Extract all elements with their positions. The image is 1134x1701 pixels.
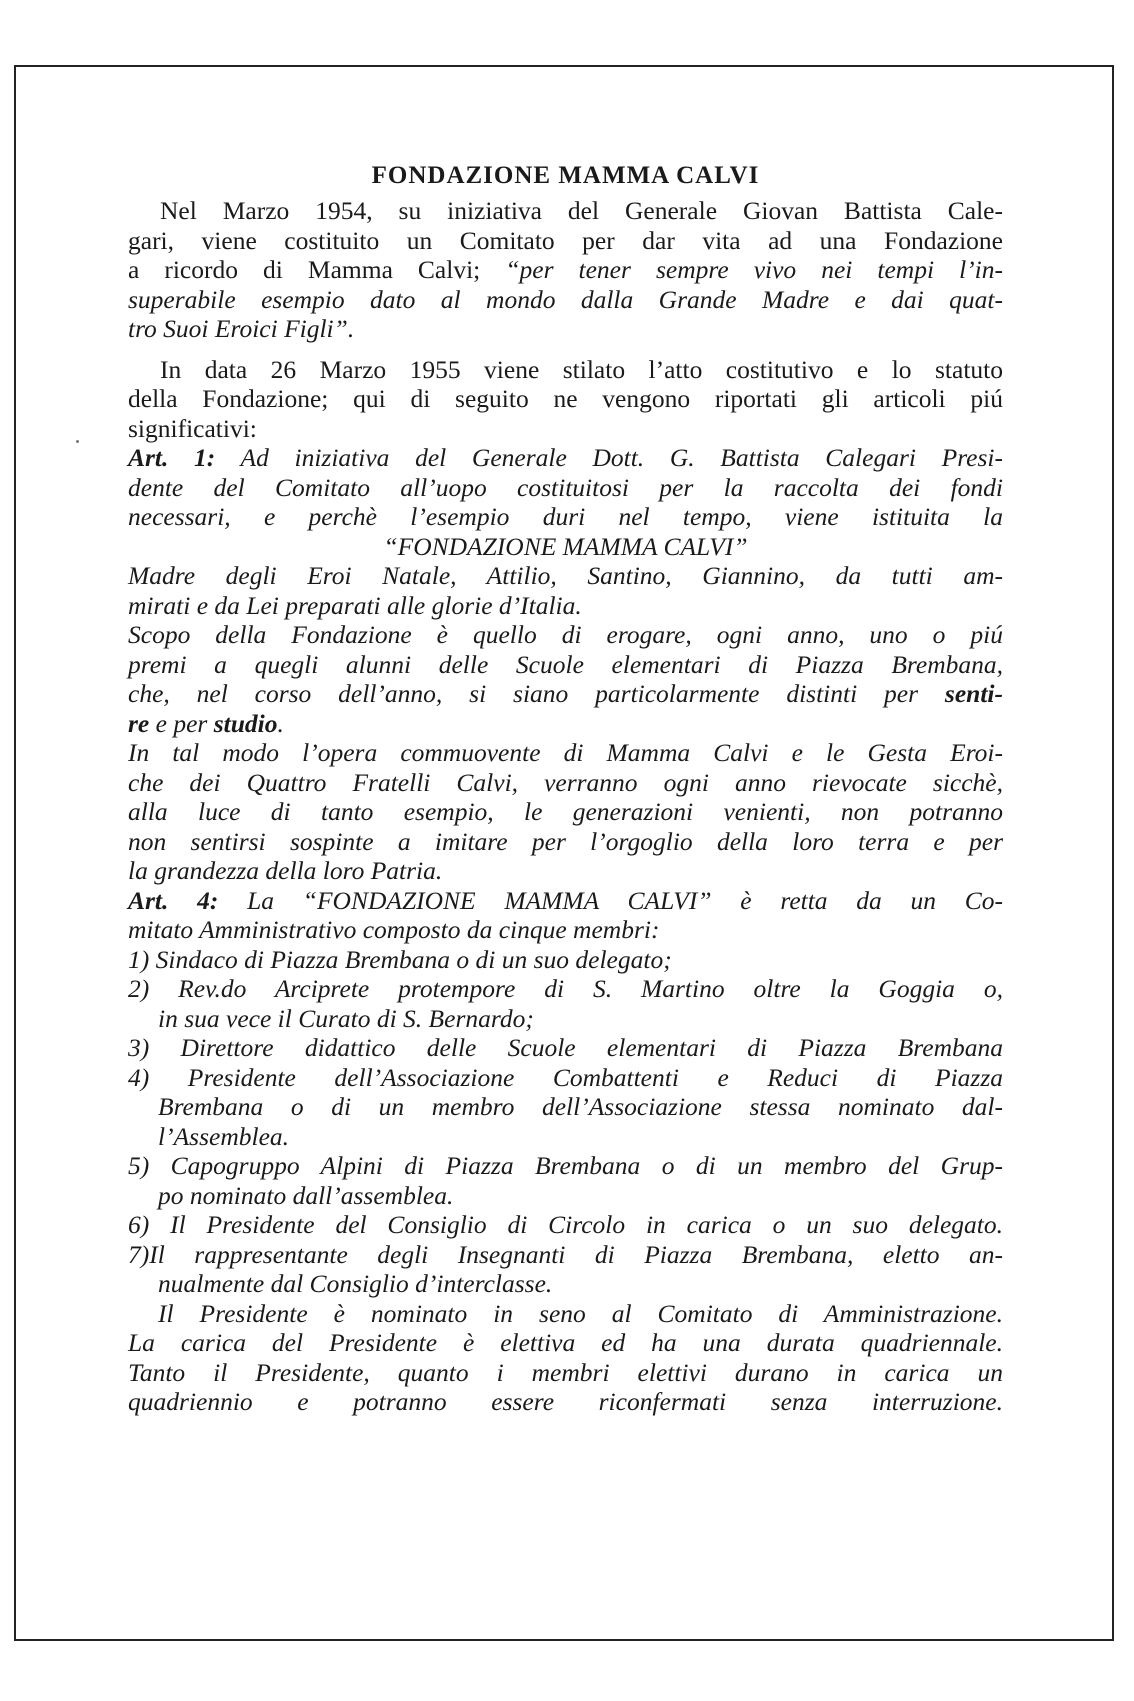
- art4-line-1-text: La “FONDAZIONE MAMMA CALVI” è retta da un Co-: [218, 885, 1003, 915]
- art1-line-3: necessari, e perchè l’esempio duri nel tempo, viene istituita la: [128, 502, 1003, 531]
- art1-label: Art. 1:: [128, 443, 216, 472]
- art4-item-2: 2) Rev.do Arciprete protempore di S. Martino oltre la Goggia o,: [128, 974, 1003, 1003]
- p1-quote-start: “per tener sempre vivo nei tempi l’in-: [505, 255, 1004, 284]
- scan-speck: [76, 440, 79, 443]
- art4-item-4-cont-1: Brembana o di un membro dell’Associazione stessa nominato dal-: [158, 1092, 1003, 1121]
- art4-item-5-cont: po nominato dall’assemblea.: [158, 1180, 454, 1210]
- p1-line-4: superabile esempio dato al mondo dalla Grande Madre e dai quat-: [128, 284, 1003, 314]
- art1-sentire-part2: re: [128, 708, 150, 738]
- art4-closing-2: La carica del Presidente è elettiva ed ha una durata quadriennale.: [128, 1328, 1003, 1357]
- art1-line-9-text: che, nel corso dell’anno, si siano particolarmente distinti per: [128, 679, 945, 708]
- art1-line-14: non sentirsi sospinte a imitare per l’orgoglio della loro terra e per: [128, 826, 1003, 856]
- p1-line-3: [128, 255, 1003, 285]
- art1-line-13: alla luce di tanto esempio, le generazioni venienti, non potranno: [128, 797, 1003, 826]
- art1-line-15: la grandezza della loro Patria.: [128, 856, 443, 885]
- art1-line-11: In tal modo l’opera commuovente di Mamma Calvi e le Gesta Eroi-: [128, 738, 1003, 767]
- p2-line-2: della Fondazione; qui di seguito ne vengono riportati gli articoli piú: [128, 384, 1003, 413]
- art4-item-6: 6) Il Presidente del Consiglio di Circolo in carica o un suo delegato.: [128, 1210, 1003, 1239]
- art1-line-10-mid: e per: [149, 708, 214, 738]
- art4-item-4-cont-2: l’Assemblea.: [158, 1121, 290, 1151]
- art4-line-2: mitato Amministrativo composto da cinque membri:: [128, 915, 660, 944]
- art1-studio: studio: [213, 708, 278, 738]
- document-title: FONDAZIONE MAMMA CALVI: [371, 162, 760, 189]
- art4-item-7: 7)Il rappresentante degli Insegnanti di Piazza Brembana, eletto an-: [128, 1239, 1003, 1269]
- art1-line-10-end: .: [277, 708, 284, 738]
- p2-line-3: significativi:: [128, 413, 257, 443]
- art4-item-1: 1) Sindaco di Piazza Brembana o di un suo delegato;: [128, 944, 672, 974]
- art4-closing-4: quadriennio e potranno essere riconfermati senza interruzione.: [128, 1387, 1003, 1416]
- art1-line-8: premi a quegli alunni delle Scuole elementari di Piazza Brembana,: [128, 649, 1003, 679]
- art1-line-6: mirati e da Lei preparati alle glorie d’Italia.: [128, 590, 582, 620]
- p1-line-2: gari, viene costituito un Comitato per dar vita ad una Fondazione: [128, 225, 1003, 255]
- art4-item-7-cont: nualmente dal Consiglio d’interclasse.: [158, 1269, 553, 1298]
- art1-line-1-text: Ad iniziativa del Generale Dott. G. Battista Calegari Presi-: [215, 443, 1003, 472]
- art1-line-10: [128, 709, 1003, 739]
- art1-line-9: [128, 679, 1003, 709]
- art4-closing-1: Il Presidente è nominato in seno al Comitato di Amministrazione.: [158, 1298, 1003, 1328]
- p1-line-5: tro Suoi Eroici Figli”.: [128, 314, 355, 343]
- art4-line-1: [128, 886, 1003, 916]
- art1-line-1: [128, 443, 1003, 473]
- p1-line-1: Nel Marzo 1954, su iniziativa del Generale Giovan Battista Cale-: [160, 196, 1003, 225]
- art4-label: Art. 4:: [128, 885, 219, 915]
- p2-line-1: In data 26 Marzo 1955 viene stilato l’atto costitutivo e lo statuto: [160, 354, 1003, 384]
- art1-line-12: che dei Quattro Fratelli Calvi, verranno ogni anno rievocate sicchè,: [128, 767, 1003, 797]
- document-body: [128, 160, 1003, 1417]
- art1-sentire-part1: senti-: [944, 679, 1003, 708]
- art1-line-2: dente del Comitato all’uopo costituitosi per la raccolta dei fondi: [128, 472, 1003, 502]
- art4-item-2-cont: in sua vece il Curato di S. Bernardo;: [158, 1003, 534, 1033]
- art4-closing-3: Tanto il Presidente, quanto i membri elettivi durano in carica un: [128, 1357, 1003, 1387]
- art1-foundation-name: “FONDAZIONE MAMMA CALVI”: [383, 531, 748, 561]
- art4-item-3: 3) Direttore didattico delle Scuole elementari di Piazza Brembana: [128, 1033, 1003, 1062]
- art1-line-5: Madre degli Eroi Natale, Attilio, Santino, Giannino, da tutti am-: [128, 561, 1003, 590]
- art4-item-4: 4) Presidente dell’Associazione Combattenti e Reduci di Piazza: [128, 1062, 1003, 1092]
- art1-line-7: Scopo della Fondazione è quello di erogare, ogni anno, uno o piú: [128, 620, 1003, 649]
- p1-line-3-roman: a ricordo di Mamma Calvi;: [128, 255, 506, 284]
- art4-item-5: 5) Capogruppo Alpini di Piazza Brembana o di un membro del Grup-: [128, 1151, 1003, 1180]
